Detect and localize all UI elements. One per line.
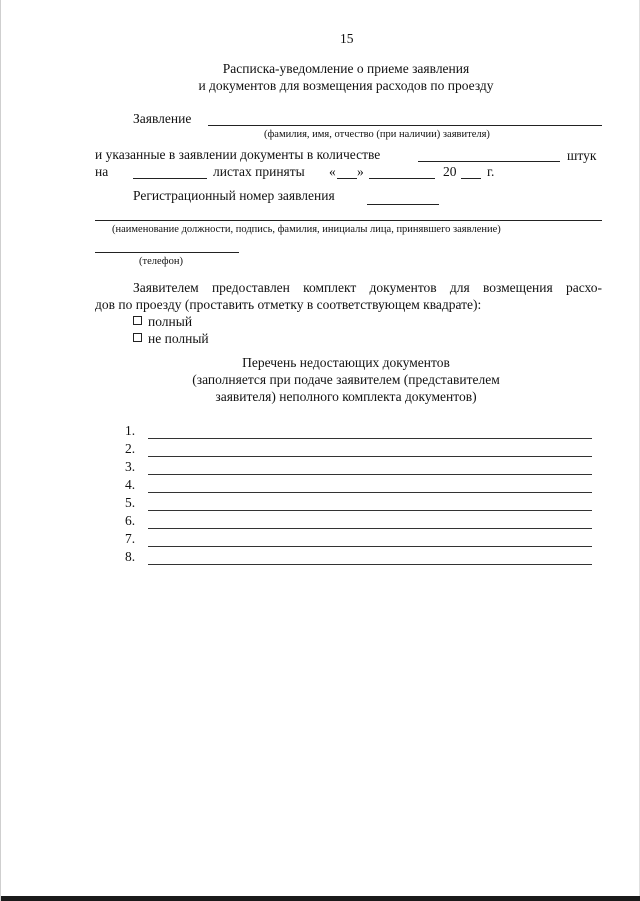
option-incomplete[interactable] <box>133 331 209 347</box>
year-field[interactable] <box>461 178 481 179</box>
registration-number-field[interactable] <box>367 204 439 205</box>
list-item: 7. <box>125 531 136 546</box>
list-item: 1. <box>125 423 136 438</box>
application-label: Заявление <box>133 111 192 126</box>
option-full-label: полный <box>148 314 193 329</box>
documents-unit: штук <box>567 148 597 163</box>
year-suffix: г. <box>487 164 495 179</box>
on-label: на <box>95 164 109 179</box>
option-incomplete-label: не полный <box>148 331 209 346</box>
applicant-name-field[interactable] <box>208 125 602 126</box>
quote-open: « <box>329 164 336 179</box>
checkbox-icon[interactable] <box>133 333 142 342</box>
phone-field[interactable] <box>95 252 239 253</box>
document-title-line-1: Расписка-уведомление о приеме заявления <box>222 61 470 76</box>
quote-close: » <box>357 164 364 179</box>
list-item-field[interactable] <box>148 564 592 565</box>
checkbox-icon[interactable] <box>133 316 142 325</box>
sheets-count-field[interactable] <box>133 178 207 179</box>
year-prefix: 20 <box>443 164 457 179</box>
list-item: 6. <box>125 513 136 528</box>
list-item-field[interactable] <box>148 492 592 493</box>
month-field[interactable] <box>369 178 435 179</box>
page-number: 15 <box>340 31 354 46</box>
scan-bottom-edge <box>1 896 640 901</box>
list-item: 4. <box>125 477 136 492</box>
phone-caption: (телефон) <box>139 256 183 267</box>
set-statement-line-2: дов по проезду (проставить отметку в соответствующем квадрате): <box>95 297 482 312</box>
missing-list-heading-3: заявителя) неполного комплекта документов) <box>215 389 477 404</box>
missing-list-heading-2: (заполняется при подаче заявителем (представителем <box>192 372 500 387</box>
list-item-field[interactable] <box>148 528 592 529</box>
option-full[interactable] <box>133 314 192 330</box>
list-item-field[interactable] <box>148 546 592 547</box>
list-item-field[interactable] <box>148 456 592 457</box>
list-item: 2. <box>125 441 136 456</box>
set-statement-line-1: Заявителем предоставлен комплект документов для возмещения расхо- <box>133 280 602 295</box>
list-item: 5. <box>125 495 136 510</box>
documents-count-field[interactable] <box>418 161 560 162</box>
list-item: 8. <box>125 549 136 564</box>
registration-label: Регистрационный номер заявления <box>133 188 335 203</box>
sheets-accepted-text: листах приняты <box>213 164 305 179</box>
list-item-field[interactable] <box>148 474 592 475</box>
official-signature-field[interactable] <box>95 220 602 221</box>
documents-count-text: и указанные в заявлении документы в количестве <box>95 147 381 162</box>
list-item-field[interactable] <box>148 510 592 511</box>
applicant-name-caption: (фамилия, имя, отчество (при наличии) заявителя) <box>264 129 490 140</box>
day-field[interactable] <box>337 178 357 179</box>
document-title-line-2: и документов для возмещения расходов по проезду <box>198 78 494 93</box>
list-item-field[interactable] <box>148 438 592 439</box>
list-item: 3. <box>125 459 136 474</box>
missing-list-heading-1: Перечень недостающих документов <box>242 355 450 370</box>
official-caption: (наименование должности, подпись, фамилия, инициалы лица, принявшего заявление) <box>112 224 501 235</box>
